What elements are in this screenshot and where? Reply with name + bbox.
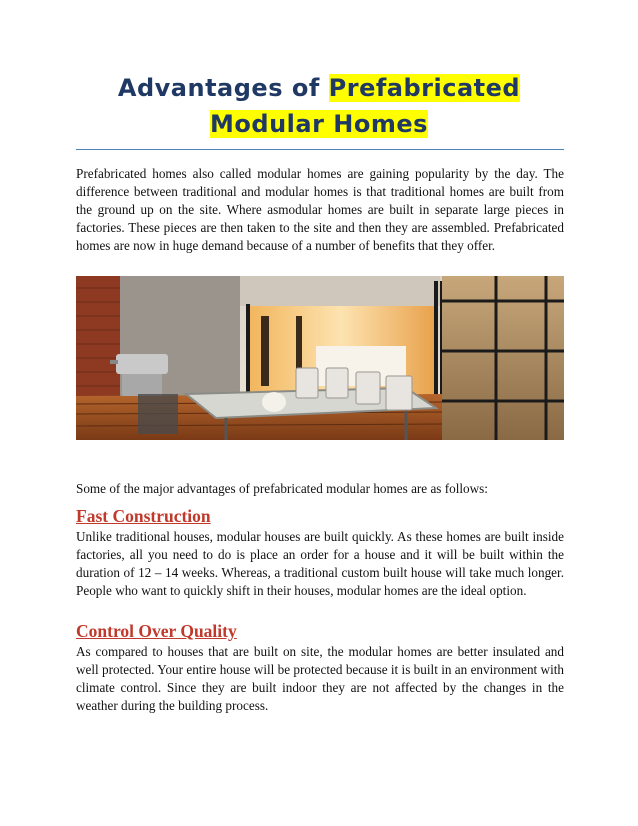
patio-kitchen-photo xyxy=(76,276,564,440)
page-title xyxy=(76,70,562,142)
title-part-1: Advantages of xyxy=(117,74,329,102)
advantages-intro: Some of the major advantages of prefabricated modular homes are as follows: xyxy=(76,481,488,496)
title-underline-rule xyxy=(76,149,564,150)
intro-paragraph: Prefabricated homes also called modular homes are gaining popularity by the day. The difference between traditional and modular homes is that traditional homes are built from the ground up on the site. Where asmodular homes are built in separate large pieces in factories. These pieces are then taken to the site and then they are assembled. Prefabricated homes are now in huge demand because of a number of benefits that they offer. xyxy=(76,166,564,253)
section-heading-control-over-quality: Control Over Quality xyxy=(76,621,237,641)
title-highlight-2: Modular Homes xyxy=(210,110,428,138)
section-body-fast-construction: Unlike traditional houses, modular houses are built quickly. As these homes are built inside factories, all you need to do is place an order for a house and it will be built within the duration of 12 – 14 weeks. Whereas, a traditional custom built house will take much longer. People who want to quickly shift in their houses, modular homes are the ideal option. xyxy=(76,529,564,598)
title-highlight-1: Prefabricated xyxy=(328,74,521,102)
section-body-control-over-quality: As compared to houses that are built on site, the modular homes are better insulated and well protected. Your entire house will be protected because it is built in an environment with climate control. Since they are built indoor they are not affected by the changes in the weather during the building process. xyxy=(76,644,564,713)
section-heading-fast-construction: Fast Construction xyxy=(76,506,211,526)
